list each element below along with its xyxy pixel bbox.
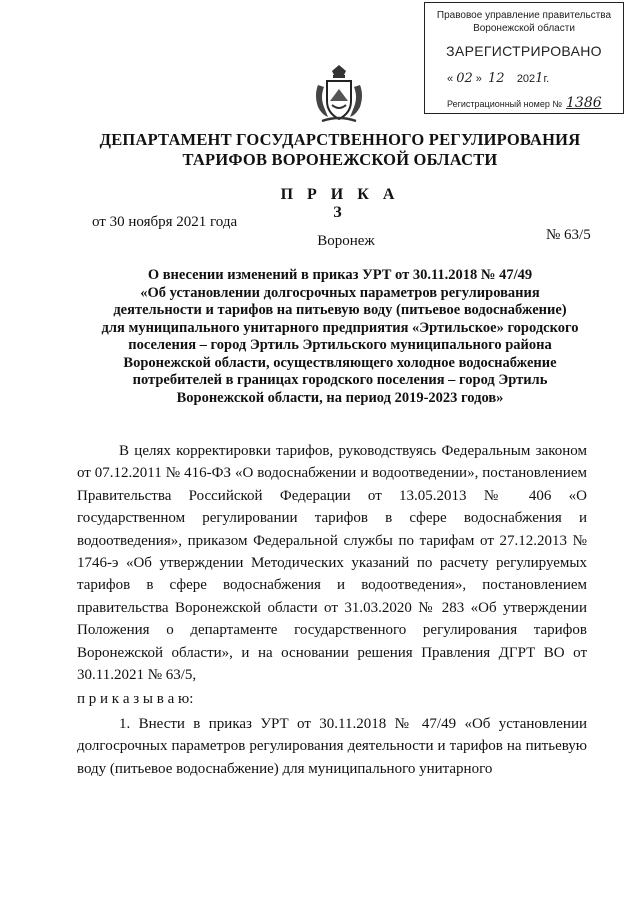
title-line: поселения – город Эртиль Эртильского муниципального района xyxy=(128,337,552,353)
preamble-paragraph: В целях корректировки тарифов, руководствуясь Федеральным законом от 07.12.2011 № 416-ФЗ «О водоснабжении и водоотведении», постановлением Правительства Российской Федерации от 13.05.2013 № 406 «О государственном регулировании тарифов в сфере водоснабжения и водоотведения», приказом Федеральной службы по тарифам от 27.12.2013 № 1746-э «Об утверждении Методических указаний по расчету регулируемых тарифов в сфере водоснабжения и водоотведения», постановлением правительства Воронежской области от 31.03.2020 № 283 «Об утверждении Положения о департаменте государственного регулирования тарифов Воронежской области», и на основании решения Правления ДГРТ ВО от 30.11.2021 № 63/5, xyxy=(77,443,587,684)
stamp-org-line-2: Воронежской области xyxy=(473,23,575,34)
stamp-date-day: 02 xyxy=(456,71,473,86)
stamp-date-year-prefix: 202 xyxy=(516,73,536,85)
department-name-line-2: ТАРИФОВ ВОРОНЕЖСКОЙ ОБЛАСТИ xyxy=(182,150,498,169)
department-name-line-1: ДЕПАРТАМЕНТ ГОСУДАРСТВЕННОГО РЕГУЛИРОВАНИЯ xyxy=(99,130,581,149)
title-line: деятельности и тарифов на питьевую воду (питьевое водоснабжение) xyxy=(113,302,567,318)
stamp-reg-number xyxy=(447,95,602,111)
document-type: П Р И К А З xyxy=(280,186,400,221)
registration-stamp xyxy=(424,2,624,114)
document-date: от 30 ноября 2021 года xyxy=(92,214,238,230)
title-line: Воронежской области, осуществляющего холодное водоснабжение xyxy=(123,354,557,371)
stamp-reg-number-label: Регистрационный номер № xyxy=(447,99,563,109)
title-line: «Об установлении долгосрочных параметров регулирования xyxy=(140,284,540,301)
title-line: потребителей в границах городского поселения – город Эртиль xyxy=(132,372,548,388)
title-line: для муниципального унитарного предприятия «Эртильское» городского xyxy=(101,319,579,336)
stamp-date: « 02 » 12 2021г. xyxy=(447,71,550,86)
document-title xyxy=(80,267,600,407)
stamp-reg-number-value: 1386 xyxy=(566,95,602,111)
document-number: № 63/5 xyxy=(546,227,591,243)
stamp-organization xyxy=(425,9,623,35)
stamp-date-month: 12 xyxy=(488,71,505,86)
stamp-org-line-1: Правовое управление правительства xyxy=(436,10,612,21)
order-keyword: п р и к а з ы в а ю: xyxy=(77,691,194,708)
stamp-date-year-handwritten: 1 xyxy=(535,71,544,86)
stamp-registered-label: ЗАРЕГИСТРИРОВАНО xyxy=(446,43,602,59)
document-body xyxy=(77,440,587,780)
title-line: Воронежской области, на период 2019-2023 годов» xyxy=(176,389,504,406)
coat-of-arms-icon xyxy=(310,63,368,127)
document-city: Воронеж xyxy=(317,233,375,249)
title-line: О внесении изменений в приказ УРТ от 30.11.2018 № 47/49 xyxy=(147,267,533,283)
clause-1-paragraph: 1. Внести в приказ УРТ от 30.11.2018 № 47/49 «Об установлении долгосрочных параметров регулирования деятельности и тарифов на питьевую воду (питьевое водоснабжение) для муниципального унитарного xyxy=(77,715,587,777)
